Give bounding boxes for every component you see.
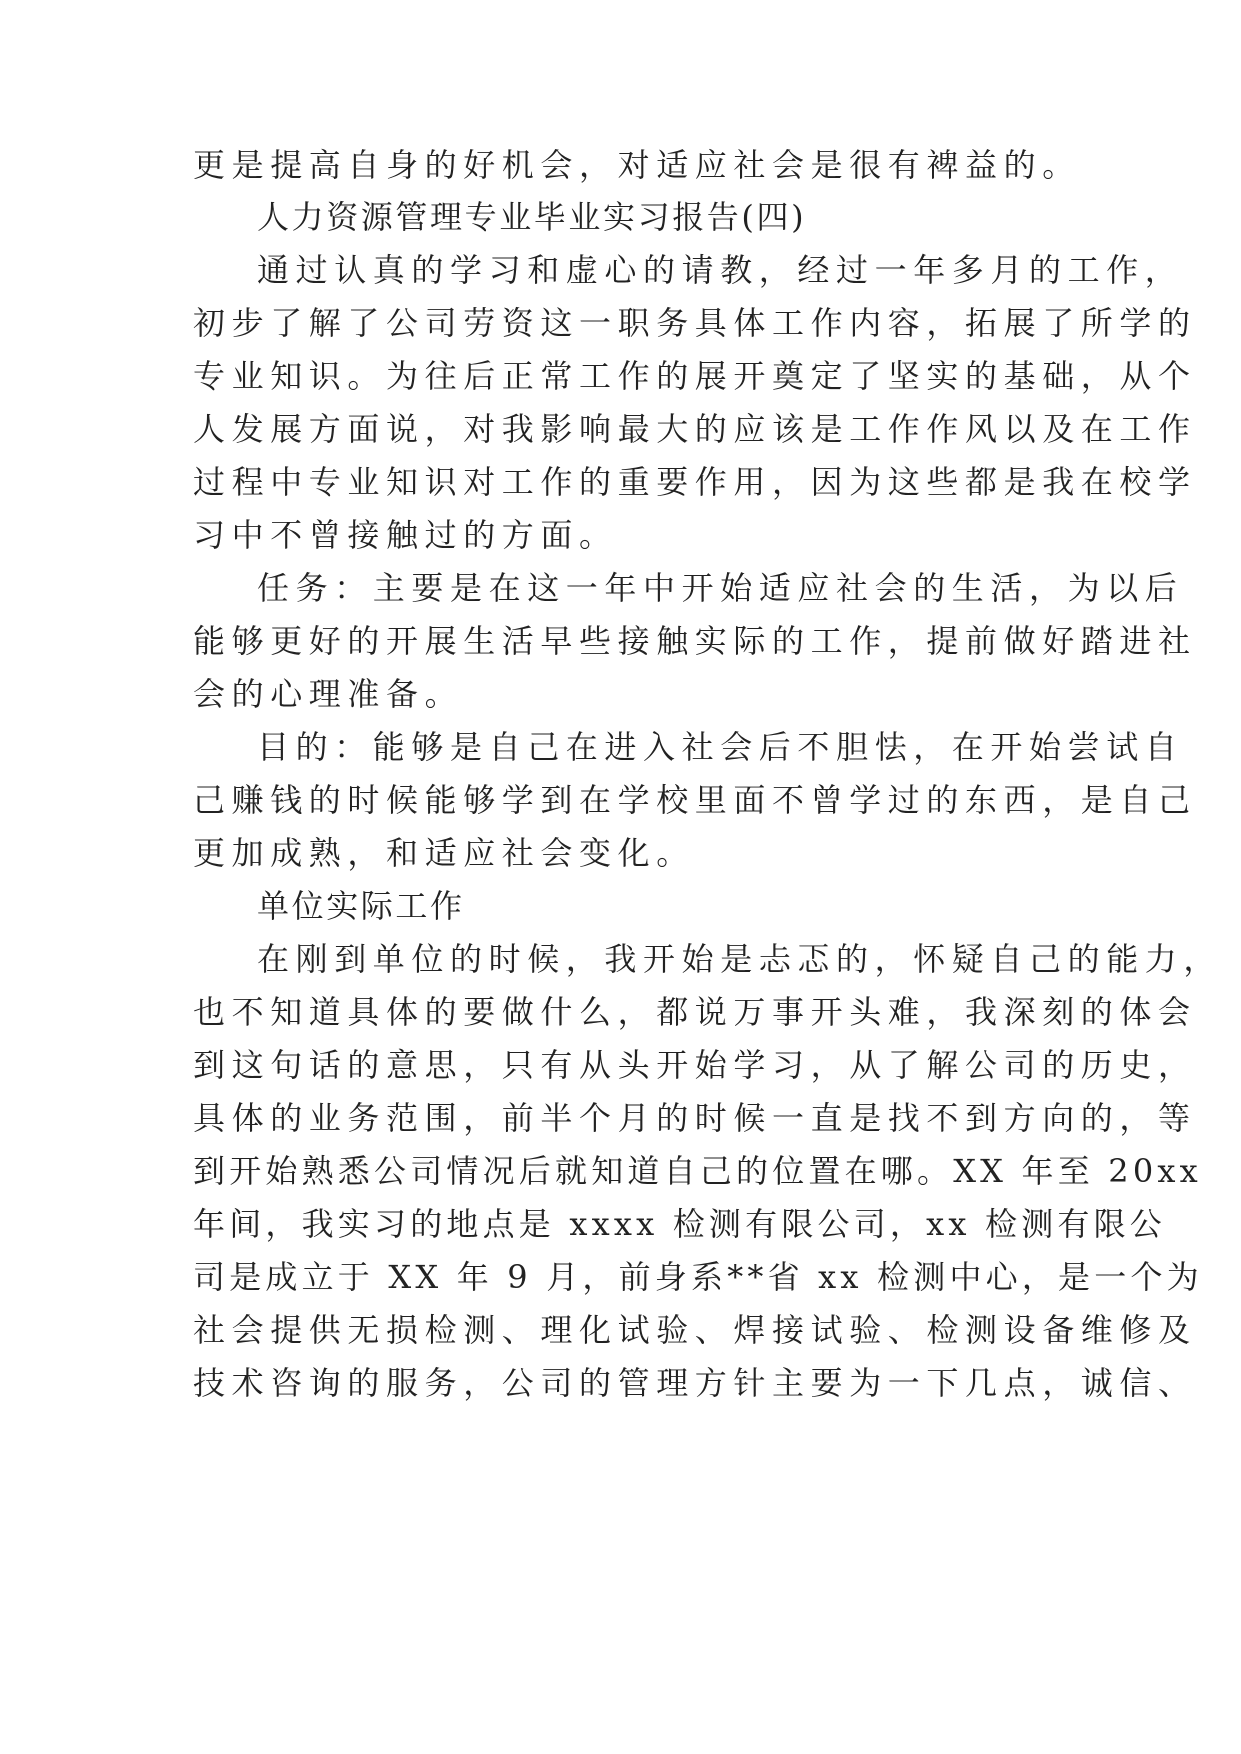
text-line: 更加成熟，和适应社会变化。 xyxy=(193,834,695,872)
text-line: 目的：能够是自己在进入社会后不胆怯，在开始尝试自 xyxy=(257,728,1184,766)
section-heading: 人力资源管理专业毕业实习报告(四) xyxy=(257,198,807,236)
text-line: 在刚到单位的时候，我开始是忐忑的，怀疑自己的能力， xyxy=(257,940,1223,978)
text-line: 初步了解了公司劳资这一职务具体工作内容，拓展了所学的 xyxy=(193,304,1197,342)
text-line: 司是成立于 XX 年 9 月，前身系**省 xx 检测中心，是一个为 xyxy=(193,1258,1203,1296)
text-line: 过程中专业知识对工作的重要作用，因为这些都是我在校学 xyxy=(193,463,1197,501)
text-line: 更是提高自身的好机会，对适应社会是很有裨益的。 xyxy=(193,146,1081,184)
text-line: 年间，我实习的地点是 xxxx 检测有限公司，xx 检测有限公 xyxy=(193,1205,1166,1243)
text-line: 到开始熟悉公司情况后就知道自己的位置在哪。XX 年至 20xx xyxy=(193,1152,1202,1190)
text-line: 到这句话的意思，只有从头开始学习，从了解公司的历史， xyxy=(193,1046,1197,1084)
text-line: 能够更好的开展生活早些接触实际的工作，提前做好踏进社 xyxy=(193,622,1197,660)
text-line: 会的心理准备。 xyxy=(193,675,464,713)
text-line: 也不知道具体的要做什么，都说万事开头难，我深刻的体会 xyxy=(193,993,1197,1031)
text-line: 习中不曾接触过的方面。 xyxy=(193,516,618,554)
text-line: 任务：主要是在这一年中开始适应社会的生活，为以后 xyxy=(257,569,1184,607)
section-heading: 单位实际工作 xyxy=(257,887,465,925)
text-line: 专业知识。为往后正常工作的展开奠定了坚实的基础，从个 xyxy=(193,357,1197,395)
text-line: 具体的业务范围，前半个月的时候一直是找不到方向的，等 xyxy=(193,1099,1197,1137)
text-line: 人发展方面说，对我影响最大的应该是工作作风以及在工作 xyxy=(193,410,1197,448)
text-line: 通过认真的学习和虚心的请教，经过一年多月的工作， xyxy=(257,251,1184,289)
text-line: 技术咨询的服务，公司的管理方针主要为一下几点，诚信、 xyxy=(193,1364,1197,1402)
text-line: 社会提供无损检测、理化试验、焊接试验、检测设备维修及 xyxy=(193,1311,1197,1349)
text-line: 己赚钱的时候能够学到在学校里面不曾学过的东西，是自己 xyxy=(193,781,1197,819)
